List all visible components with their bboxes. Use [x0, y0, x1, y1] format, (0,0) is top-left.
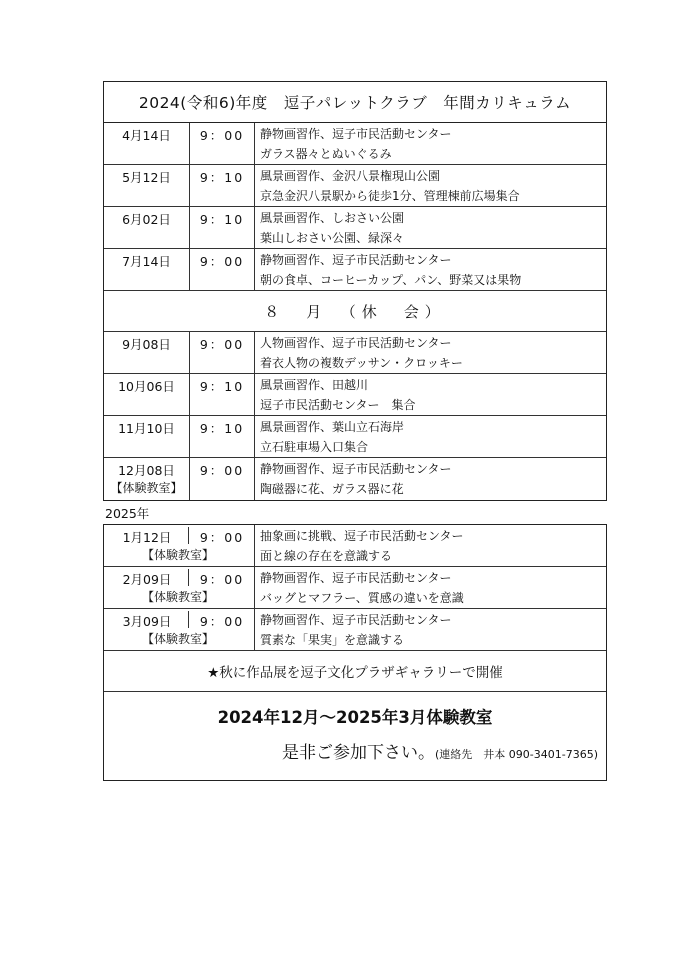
session-date-cell — [104, 458, 190, 500]
session-time: 9：00 — [190, 123, 255, 164]
session-time: 9：00 — [199, 614, 245, 629]
session-date-cell — [104, 165, 190, 206]
session-line2: 面と線の存在を意識する — [260, 549, 393, 563]
session-line2: 京急金沢八景駅から徒歩1分、管理棟前広場集合 — [260, 189, 520, 203]
date-time-line — [104, 525, 254, 546]
schedule-row — [104, 207, 606, 249]
session-date: 12月08日 — [118, 463, 175, 478]
session-line2: 質素な「果実」を意識する — [260, 633, 405, 647]
schedule-row — [104, 374, 606, 416]
session-date: 7月14日 — [122, 254, 171, 269]
session-date-cell — [104, 416, 190, 457]
contact-info: (連絡先 井本 090-3401-7365) — [434, 748, 598, 761]
session-date: 11月10日 — [118, 421, 175, 436]
session-line1: 風景画習作、金沢八景権現山公園 — [260, 169, 441, 183]
session-line2: 逗子市民活動センター 集合 — [260, 398, 416, 412]
session-description — [255, 123, 606, 164]
date-time-divider — [188, 527, 189, 544]
session-description — [255, 525, 606, 566]
session-time: 9：00 — [199, 530, 245, 545]
session-date: 3月09日 — [122, 614, 172, 629]
session-description — [255, 249, 606, 290]
session-line2: ガラス器々とぬいぐるみ — [260, 147, 392, 161]
date-time-divider — [188, 569, 189, 586]
schedule-row — [104, 609, 606, 651]
session-description — [255, 332, 606, 373]
session-date-cell — [104, 567, 255, 608]
session-date: 9月08日 — [122, 337, 171, 352]
session-line1: 風景画習作、しおさい公園 — [260, 211, 405, 225]
august-break: ８ 月 （休 会） — [104, 291, 606, 332]
session-line1: 静物画習作、逗子市民活動センター — [260, 571, 452, 585]
session-date-cell — [104, 123, 190, 164]
schedule-row — [104, 249, 606, 291]
session-date-cell — [104, 207, 190, 248]
session-line2: 朝の食卓、コーヒーカップ、パン、野菜又は果物 — [260, 273, 522, 287]
session-line1: 静物画習作、逗子市民活動センター — [260, 127, 452, 141]
session-date: 6月02日 — [122, 212, 171, 227]
curriculum-table-2025 — [103, 524, 607, 781]
session-line2: バッグとマフラー、質感の違いを意識 — [260, 591, 464, 605]
session-time: 9：10 — [190, 416, 255, 457]
date-time-line — [104, 609, 254, 630]
session-time: 9：10 — [190, 207, 255, 248]
cta-main: 是非ご参加下さい。 — [281, 743, 435, 763]
session-line1: 抽象画に挑戦、逗子市民活動センター — [260, 529, 464, 543]
session-line2: 陶磁器に花、ガラス器に花 — [260, 482, 404, 496]
schedule-row — [104, 165, 606, 207]
session-description — [255, 165, 606, 206]
schedule-row — [104, 525, 606, 567]
session-line1: 静物画習作、逗子市民活動センター — [260, 462, 452, 476]
session-description — [255, 609, 606, 650]
session-line1: 風景画習作、葉山立石海岸 — [260, 420, 405, 434]
session-line1: 風景画習作、田越川 — [260, 378, 369, 392]
session-description — [255, 207, 606, 248]
schedule-row — [104, 123, 606, 165]
trial-heading: 2024年12月～2025年3月体験教室 — [217, 708, 493, 727]
session-date: 10月06日 — [118, 379, 175, 394]
session-tag: 【体験教室】 — [142, 548, 215, 562]
session-line1: 静物画習作、逗子市民活動センター — [260, 253, 452, 267]
session-time: 9：10 — [190, 374, 255, 415]
schedule-row — [104, 416, 606, 458]
session-tag: 【体験教室】 — [142, 632, 215, 646]
session-date: 1月12日 — [122, 530, 172, 545]
session-time: 9：00 — [199, 572, 245, 587]
session-description — [255, 416, 606, 457]
schedule-row — [104, 458, 606, 500]
session-date-cell — [104, 374, 190, 415]
page-title: 2024(令和6)年度 逗子パレットクラブ 年間カリキュラム — [104, 82, 606, 123]
session-time: 9：00 — [190, 458, 255, 500]
session-description — [255, 567, 606, 608]
session-date: 2月09日 — [122, 572, 172, 587]
session-time: 9：00 — [190, 249, 255, 290]
session-line1: 静物画習作、逗子市民活動センター — [260, 613, 452, 627]
session-time: 9：10 — [190, 165, 255, 206]
session-date: 4月14日 — [122, 128, 171, 143]
session-date-cell — [104, 609, 255, 650]
session-line2: 立石駐車場入口集合 — [260, 440, 369, 454]
session-date-cell — [104, 525, 255, 566]
session-tag: 【体験教室】 — [142, 590, 215, 604]
session-tag: 【体験教室】 — [110, 481, 183, 495]
date-time-divider — [188, 611, 189, 628]
session-line2: 葉山しおさい公園、緑深々 — [260, 231, 405, 245]
session-description — [255, 374, 606, 415]
exhibition-notice: ★秋に作品展を逗子文化プラザギャラリーで開催 — [104, 651, 606, 692]
year-label: 2025年 — [105, 506, 150, 521]
participation-cta — [104, 738, 606, 780]
date-time-line — [104, 567, 254, 588]
session-line1: 人物画習作、逗子市民活動センター — [260, 336, 452, 350]
curriculum-document — [103, 81, 607, 781]
session-time: 9：00 — [190, 332, 255, 373]
curriculum-table — [103, 81, 607, 501]
session-line2: 着衣人物の複数デッサン・クロッキー — [260, 356, 463, 370]
session-date-cell — [104, 332, 190, 373]
schedule-row — [104, 567, 606, 609]
session-date-cell — [104, 249, 190, 290]
schedule-row — [104, 332, 606, 374]
session-date: 5月12日 — [122, 170, 171, 185]
session-description — [255, 458, 606, 500]
